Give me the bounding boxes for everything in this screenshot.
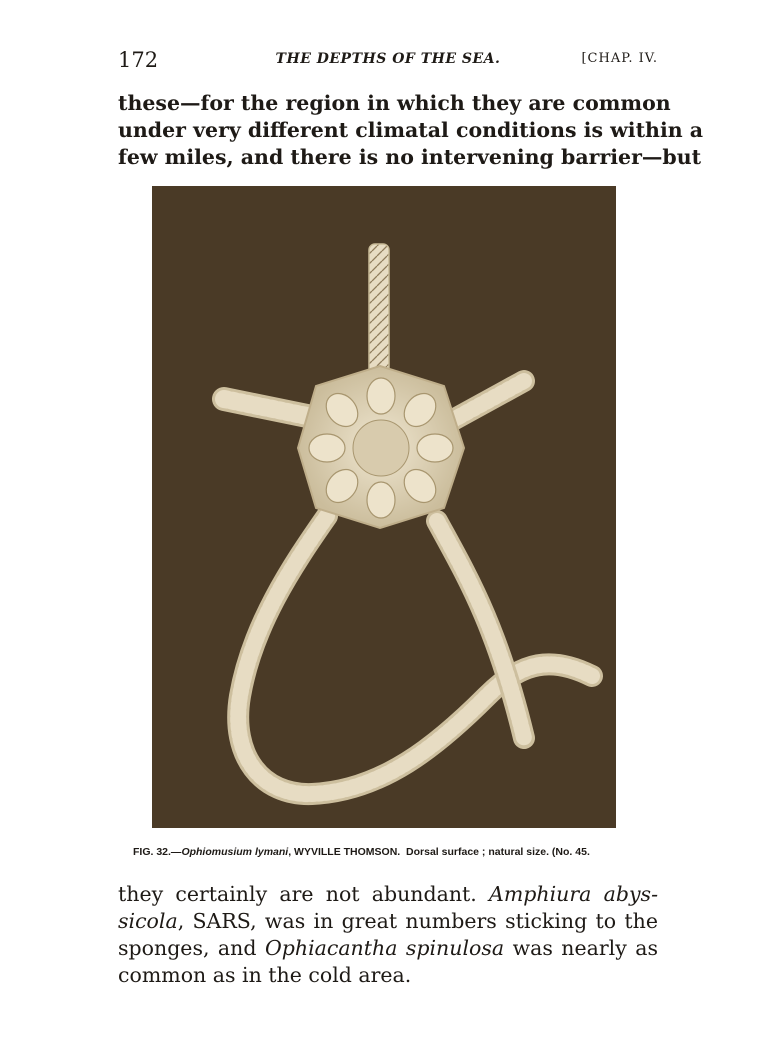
species-name: sicola — [118, 909, 178, 933]
text-line — [118, 881, 658, 908]
central-disc — [298, 366, 464, 528]
arm-loop — [238, 516, 592, 794]
text-line: these—for the region in which they are common — [118, 91, 671, 115]
text-line — [118, 908, 658, 935]
text-line: few miles, and there is no intervening barrier—but — [118, 145, 702, 169]
caption-species: Ophiomusium lymani — [181, 846, 289, 858]
text-line: under very different climatal conditions is within a — [118, 118, 704, 142]
species-name: Ophiacantha spinulosa — [264, 936, 505, 960]
text-line — [118, 935, 658, 962]
caption-description: Dorsal surface ; natural size. (No. 45. — [406, 846, 590, 858]
bottom-paragraph — [118, 881, 658, 989]
running-title: THE DEPTHS OF THE SEA. — [275, 51, 501, 67]
text-run: they certainly are not abundant. — [118, 882, 477, 906]
brittle-star-drawing — [152, 186, 616, 828]
top-paragraph — [118, 90, 704, 171]
text-run: sponges, and — [118, 936, 257, 960]
chapter-label: [CHAP. IV. — [581, 51, 658, 66]
species-name: Amphiura abys- — [489, 882, 658, 906]
caption-label: FIG. 32.— — [133, 846, 182, 858]
running-header — [118, 48, 658, 74]
text-run: , SARS, was in great numbers sticking to the — [177, 909, 658, 933]
page-number: 172 — [118, 48, 159, 72]
brittle-star-illustration — [152, 186, 616, 828]
text-run: was nearly as — [512, 936, 658, 960]
caption-author: , WYVILLE THOMSON. — [288, 846, 401, 858]
figure-caption — [133, 846, 653, 858]
arm-left — [224, 399, 317, 418]
text-line: common as in the cold area. — [118, 963, 412, 987]
